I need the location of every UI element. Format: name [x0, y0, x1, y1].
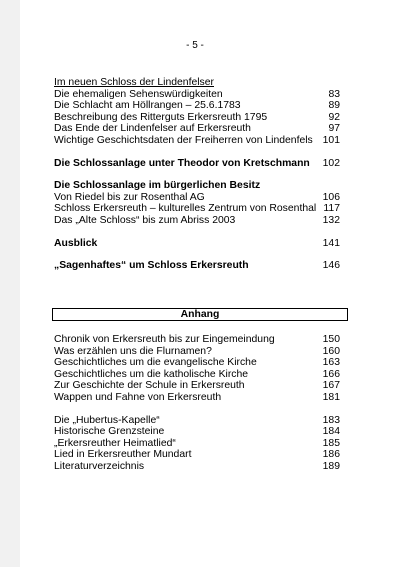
- toc-anhang: [54, 334, 340, 473]
- toc-entry-title: Wappen und Fahne von Erkersreuth: [54, 391, 222, 403]
- toc-entry-page: 92: [328, 111, 340, 123]
- toc-entry-title: Lied in Erkersreuther Mundart: [54, 449, 192, 461]
- toc-entry-page: 117: [323, 203, 340, 215]
- toc-entry-page: 150: [322, 334, 340, 345]
- toc-entry-title: Die ehemaligen Sehenswürdigkeiten: [54, 88, 223, 100]
- toc-entry-page: 101: [322, 134, 340, 146]
- toc-entry-page: 97: [328, 123, 340, 135]
- page-margin-strip: [0, 0, 20, 567]
- toc-entry-page: 106: [322, 191, 340, 203]
- toc-entry: [54, 203, 340, 215]
- toc-entry-page: 83: [328, 88, 340, 100]
- toc-entry-title: Was erzählen uns die Flurnamen?: [54, 345, 212, 357]
- toc-entry-page: 89: [328, 100, 340, 112]
- toc-entry: [54, 100, 340, 112]
- toc-chapter-title: Die Schlossanlage im bürgerlichen Besitz: [54, 180, 261, 192]
- toc-entry: [54, 415, 340, 427]
- anhang-heading-box: [52, 308, 348, 321]
- toc-chapter-page: 141: [322, 237, 340, 249]
- toc-entry-title: Die „Hubertus-Kapelle“: [54, 414, 160, 426]
- toc-entry: [54, 357, 340, 369]
- toc-entry-page: 185: [322, 437, 340, 449]
- toc-entry-page: 132: [322, 214, 340, 226]
- toc-entry: [54, 461, 340, 473]
- toc-entry: [54, 369, 340, 381]
- toc-entry-title: Wichtige Geschichtsdaten der Freiherren von Lindenfels: [54, 134, 313, 146]
- toc-entry: [54, 89, 340, 101]
- toc-chapter-row: [54, 260, 340, 272]
- page-number: - 5 -: [186, 40, 204, 51]
- toc-entry: [54, 346, 340, 358]
- toc-entry-title: Das Ende der Lindenfelser auf Erkersreuth: [54, 123, 251, 135]
- toc-entry-title: Die Schlacht am Höllrangen – 25.6.1783: [54, 100, 241, 112]
- toc-entry: [54, 380, 340, 392]
- toc-entry: [54, 392, 340, 404]
- toc-entry: [54, 135, 340, 147]
- toc-entry-title: Schloss Erkersreuth – kulturelles Zentrum von Rosenthal: [54, 203, 317, 215]
- toc-entry-page: 183: [322, 414, 340, 426]
- toc-entry-page: 160: [322, 345, 340, 357]
- toc-chapter-title: „Sagenhaftes“ um Schloss Erkersreuth: [54, 260, 249, 272]
- toc-chapter-title: Ausblick: [54, 237, 98, 249]
- toc-entry: [54, 426, 340, 438]
- toc-entry-title: Beschreibung des Ritterguts Erkersreuth 1795: [54, 111, 268, 123]
- toc-entry-title: Von Riedel bis zur Rosenthal AG: [54, 191, 205, 203]
- toc-entry: [54, 215, 340, 227]
- toc-heading-row: [54, 77, 340, 89]
- toc-entry-title: „Erkersreuther Heimatlied“: [54, 437, 176, 449]
- toc-entry: [54, 123, 340, 135]
- toc-entry-page: 166: [322, 368, 340, 380]
- toc-chapter-row: [54, 158, 340, 170]
- toc-entry-page: 189: [322, 460, 340, 472]
- toc-section-1: [54, 77, 340, 272]
- toc-chapter-title: Die Schlossanlage unter Theodor von Kretschmann: [54, 157, 310, 169]
- toc-entry-title: Literaturverzeichnis: [54, 460, 145, 472]
- toc-entry-title: Das „Alte Schloss“ bis zum Abriss 2003: [54, 214, 236, 226]
- toc-entry: [54, 438, 340, 450]
- toc-entry-page: 163: [322, 357, 340, 369]
- toc-entry-title: Zur Geschichte der Schule in Erkersreuth: [54, 380, 245, 392]
- toc-entry-title: Geschichtliches um die katholische Kirche: [54, 368, 249, 380]
- toc-entry-page: 184: [322, 426, 340, 438]
- toc-chapter-page: 146: [322, 260, 340, 272]
- toc-chapter-row: [54, 238, 340, 250]
- toc-chapter-page: 102: [322, 157, 340, 169]
- toc-entry-page: 186: [322, 449, 340, 461]
- toc-heading: Im neuen Schloss der Lindenfelser: [54, 77, 214, 88]
- toc-entry-page: 167: [322, 380, 340, 392]
- toc-entry: [54, 192, 340, 204]
- anhang-heading: Anhang: [180, 309, 220, 320]
- toc-entry: [54, 112, 340, 124]
- toc-entry-title: Geschichtliches um die evangelische Kirche: [54, 357, 257, 369]
- toc-entry-title: Chronik von Erkersreuth bis zur Eingemeindung: [54, 334, 275, 345]
- toc-entry: [54, 334, 340, 346]
- toc-entry-title: Historische Grenzsteine: [54, 426, 165, 438]
- toc-entry-page: 181: [322, 391, 340, 403]
- toc-chapter-row: [54, 180, 340, 192]
- toc-entry: [54, 449, 340, 461]
